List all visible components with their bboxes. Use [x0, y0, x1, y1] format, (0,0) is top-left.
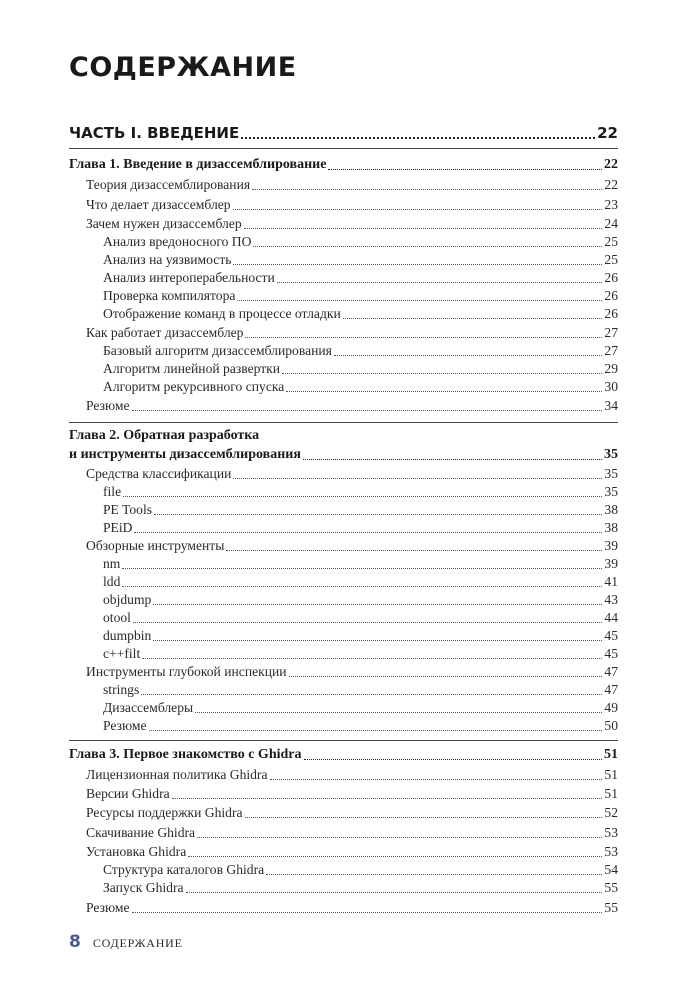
- toc-subsection[interactable]: [103, 700, 618, 716]
- toc-section-title: Зачем нужен дизассемблер: [86, 216, 242, 231]
- toc-subsection-title: Проверка компилятора: [103, 288, 236, 303]
- footer-running-title: СОДЕРЖАНИЕ: [92, 936, 183, 950]
- toc-subsection-title: Отображение команд в процессе отладки: [103, 306, 341, 321]
- leader-dots: [241, 136, 595, 139]
- toc-subsection-title: Структура каталогов Ghidra: [103, 862, 265, 877]
- toc-subsection-title: c++filt: [103, 646, 141, 661]
- leader-dots: [195, 711, 602, 713]
- toc-page-number: 51: [604, 767, 618, 782]
- toc-page-number: 44: [604, 610, 618, 625]
- toc-page-number: 29: [604, 361, 618, 376]
- leader-dots: [253, 245, 602, 247]
- toc-subsection[interactable]: [103, 556, 618, 572]
- toc-page-number: 39: [604, 556, 618, 571]
- toc-subsection[interactable]: [103, 592, 618, 608]
- toc-section[interactable]: [86, 325, 618, 341]
- toc-page-number: 38: [604, 502, 618, 517]
- toc-page-number: 25: [604, 234, 618, 249]
- leader-dots: [328, 168, 602, 170]
- toc-subsection-title: ldd: [103, 574, 121, 589]
- leader-dots: [334, 354, 603, 356]
- divider: [69, 740, 618, 741]
- leader-dots: [266, 873, 602, 875]
- toc-subsection-title: Анализ на уязвимость: [103, 252, 232, 267]
- toc-subsection-title: strings: [103, 682, 140, 697]
- toc-section[interactable]: [86, 825, 618, 841]
- toc-chapter-title: Глава 1. Введение в дизассемблирование: [69, 157, 327, 172]
- toc-subsection-title: file: [103, 484, 122, 499]
- toc-page-number: 22: [604, 157, 618, 172]
- toc-chapter-3[interactable]: [69, 747, 618, 763]
- toc-page-number: 27: [604, 343, 618, 358]
- leader-dots: [245, 816, 603, 818]
- leader-dots: [123, 495, 602, 497]
- leader-dots: [132, 911, 603, 913]
- toc-subsection[interactable]: [103, 288, 618, 304]
- toc-page-number: 35: [604, 466, 618, 481]
- leader-dots: [188, 855, 602, 857]
- leader-dots: [245, 336, 602, 338]
- page-footer: [69, 932, 183, 952]
- toc-page-number: 24: [604, 216, 618, 231]
- toc-section-title: Что делает дизассемблер: [86, 197, 231, 212]
- toc-subsection-title: Резюме: [103, 718, 147, 733]
- toc-page-number: 39: [604, 538, 618, 553]
- toc-page-number: 30: [604, 379, 618, 394]
- toc-subsection-title: Базовый алгоритм дизассемблирования: [103, 343, 332, 358]
- toc-section[interactable]: [86, 786, 618, 802]
- toc-chapter-1[interactable]: [69, 157, 618, 173]
- toc-section-title: Теория дизассемблирования: [86, 177, 251, 192]
- toc-subsection-title: Алгоритм линейной развертки: [103, 361, 281, 376]
- toc-subsection-title: Анализ вредоносного ПО: [103, 234, 252, 249]
- footer-page-number: 8: [69, 932, 81, 952]
- toc-page-number: 45: [604, 646, 618, 661]
- toc-subsection[interactable]: [103, 379, 618, 395]
- leader-dots: [270, 778, 603, 780]
- leader-dots: [277, 281, 603, 283]
- toc-subsection-title: dumpbin: [103, 628, 152, 643]
- toc-page-number: 22: [604, 177, 618, 192]
- toc-page-number: 47: [604, 682, 618, 697]
- toc-section[interactable]: [86, 398, 618, 414]
- toc-page-number: 23: [604, 197, 618, 212]
- toc-page-number: 26: [604, 270, 618, 285]
- toc-page-number: 54: [604, 862, 618, 877]
- toc-page-number: 26: [604, 306, 618, 321]
- toc-subsection[interactable]: [103, 343, 618, 359]
- toc-page-number: 53: [604, 844, 618, 859]
- toc-section-title: Установка Ghidra: [86, 844, 187, 859]
- toc-chapter-title: и инструменты дизассемблирования: [69, 447, 301, 462]
- leader-dots: [304, 758, 603, 760]
- toc-subsection-title: Запуск Ghidra: [103, 880, 184, 895]
- toc-subsection-title: Анализ интероперабельности: [103, 270, 275, 285]
- toc-subsection[interactable]: [103, 718, 618, 734]
- toc-page-number: 34: [604, 398, 618, 413]
- toc-part-title: ЧАСТЬ I. ВВЕДЕНИЕ: [69, 124, 240, 142]
- toc-page-number: 35: [604, 447, 618, 462]
- toc-section[interactable]: [86, 900, 618, 916]
- toc-subsection-title: Алгоритм рекурсивного спуска: [103, 379, 285, 394]
- leader-dots: [289, 675, 603, 677]
- toc-section-title: Резюме: [86, 398, 130, 413]
- toc-page-number: 51: [604, 786, 618, 801]
- toc-subsection[interactable]: [103, 361, 618, 377]
- toc-section[interactable]: [86, 466, 618, 482]
- toc-page-number: 35: [604, 484, 618, 499]
- toc-page-number: 55: [604, 900, 618, 915]
- toc-section-title: Скачивание Ghidra: [86, 825, 196, 840]
- toc-chapter-2[interactable]: [69, 447, 618, 463]
- leader-dots: [149, 729, 603, 731]
- toc-page-number: 43: [604, 592, 618, 607]
- toc-subsection[interactable]: [103, 484, 618, 500]
- leader-dots: [132, 409, 603, 411]
- toc-page-number: 53: [604, 825, 618, 840]
- leader-dots: [154, 513, 602, 515]
- leader-dots: [226, 549, 602, 551]
- leader-dots: [303, 458, 602, 460]
- toc-subsection-title: otool: [103, 610, 131, 625]
- toc-page-number: 26: [604, 288, 618, 303]
- leader-dots: [233, 477, 602, 479]
- leader-dots: [134, 531, 602, 533]
- toc-section[interactable]: [86, 767, 618, 783]
- toc-section[interactable]: [86, 197, 618, 213]
- toc-page-number: 49: [604, 700, 618, 715]
- toc-page-number: 52: [604, 805, 618, 820]
- toc-page-number: 47: [604, 664, 618, 679]
- leader-dots: [153, 639, 602, 641]
- toc-section-title: Обзорные инструменты: [86, 538, 225, 553]
- toc-subsection[interactable]: [103, 880, 618, 896]
- toc-section[interactable]: [86, 844, 618, 860]
- toc-subsection[interactable]: [103, 862, 618, 878]
- leader-dots: [286, 390, 602, 392]
- toc-part-1[interactable]: [69, 124, 618, 142]
- leader-dots: [122, 585, 602, 587]
- page-title: СОДЕРЖАНИЕ: [69, 52, 297, 83]
- leader-dots: [172, 797, 603, 799]
- toc-page-number: 38: [604, 520, 618, 535]
- divider: [69, 422, 618, 423]
- leader-dots: [282, 372, 602, 374]
- toc-page-number: 45: [604, 628, 618, 643]
- leader-dots: [252, 188, 602, 190]
- toc-page-number: 27: [604, 325, 618, 340]
- toc-subsection[interactable]: [103, 234, 618, 250]
- toc-subsection-title: Дизассемблеры: [103, 700, 194, 715]
- toc-page-number: 51: [604, 747, 618, 762]
- toc-subsection[interactable]: [103, 574, 618, 590]
- toc-chapter-title: Глава 3. Первое знакомство с Ghidra: [69, 747, 302, 762]
- toc-page-number: 50: [604, 718, 618, 733]
- leader-dots: [153, 603, 602, 605]
- toc-subsection-title: objdump: [103, 592, 152, 607]
- toc-subsection[interactable]: [103, 502, 618, 518]
- toc-page-number: 55: [604, 880, 618, 895]
- toc-subsection[interactable]: [103, 682, 618, 698]
- toc-page-number: 41: [604, 574, 618, 589]
- toc-subsection[interactable]: [103, 520, 618, 536]
- toc-section[interactable]: [86, 538, 618, 554]
- toc-section-title: Версии Ghidra: [86, 786, 170, 801]
- toc-section-title: Ресурсы поддержки Ghidra: [86, 805, 243, 820]
- leader-dots: [133, 621, 602, 623]
- leader-dots: [244, 227, 603, 229]
- toc-section[interactable]: [86, 664, 618, 680]
- toc-page-number: 22: [597, 124, 618, 142]
- toc-subsection-title: PEiD: [103, 520, 133, 535]
- leader-dots: [142, 657, 602, 659]
- toc-page-number: 25: [604, 252, 618, 267]
- toc-subsection[interactable]: [103, 646, 618, 662]
- toc-section[interactable]: [86, 805, 618, 821]
- leader-dots: [122, 567, 602, 569]
- toc-subsection[interactable]: [103, 610, 618, 626]
- toc-section-title: Лицензионная политика Ghidra: [86, 767, 268, 782]
- toc-chapter-2-title-line1[interactable]: Глава 2. Обратная разработка: [69, 428, 260, 443]
- toc-subsection[interactable]: [103, 628, 618, 644]
- leader-dots: [233, 263, 602, 265]
- leader-dots: [186, 891, 603, 893]
- toc-section[interactable]: [86, 216, 618, 232]
- toc-section-title: Резюме: [86, 900, 130, 915]
- leader-dots: [233, 208, 603, 210]
- leader-dots: [141, 693, 602, 695]
- toc-section-title: Как работает дизассемблер: [86, 325, 244, 340]
- toc-subsection[interactable]: [103, 270, 618, 286]
- toc-subsection[interactable]: [103, 306, 618, 322]
- toc-section[interactable]: [86, 177, 618, 193]
- leader-dots: [197, 836, 602, 838]
- leader-dots: [237, 299, 602, 301]
- toc-subsection-title: nm: [103, 556, 121, 571]
- toc-subsection[interactable]: [103, 252, 618, 268]
- toc-section-title: Инструменты глубокой инспекции: [86, 664, 287, 679]
- toc-subsection-title: PE Tools: [103, 502, 153, 517]
- leader-dots: [343, 317, 603, 319]
- divider: [69, 148, 618, 149]
- toc-section-title: Средства классификации: [86, 466, 232, 481]
